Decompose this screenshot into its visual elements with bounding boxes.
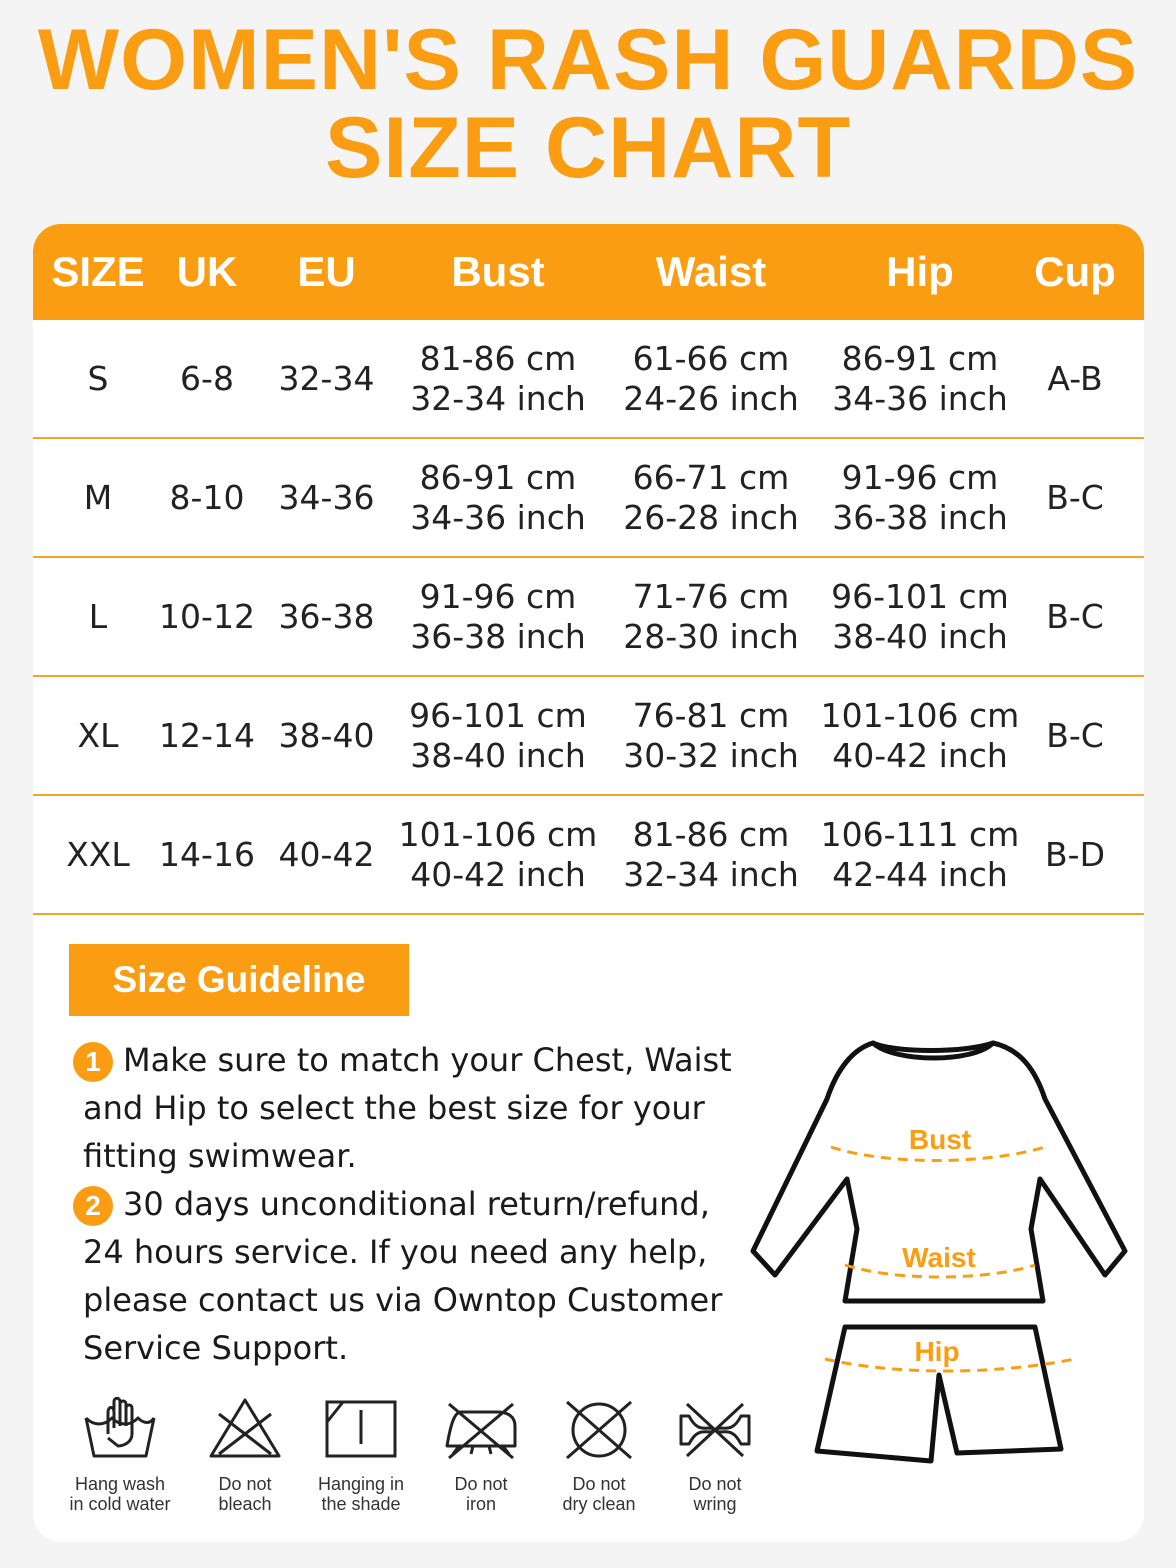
guideline-line: please contact us via Owntop Customer	[83, 1281, 723, 1319]
hip-cell: 96-101 cm 38-40 inch	[831, 576, 1009, 656]
size-cell: XL	[77, 715, 119, 755]
waist-cell: 81-86 cm 32-34 inch	[623, 814, 799, 894]
uk-cell: 10-12	[159, 596, 255, 636]
cup-cell: B-C	[1046, 715, 1104, 755]
waist-cell: 61-66 cm 24-26 inch	[623, 338, 799, 418]
bust-cell: 101-106 cm 40-42 inch	[398, 814, 598, 894]
care-item-dry-in-shade	[311, 1394, 411, 1514]
bust-cell: 96-101 cm 38-40 inch	[409, 695, 587, 775]
no-iron-icon	[441, 1394, 521, 1464]
care-label: Do not iron	[454, 1474, 508, 1514]
size-chart-card	[33, 224, 1144, 1542]
guideline-line: fitting swimwear.	[83, 1137, 357, 1175]
no-bleach-icon	[205, 1394, 285, 1464]
cup-cell: B-C	[1046, 477, 1104, 517]
header-bust: Bust	[451, 248, 545, 295]
care-item-no-bleach	[195, 1394, 295, 1514]
hip-label: Hip	[914, 1336, 960, 1367]
header-hip: Hip	[886, 248, 954, 295]
eu-cell: 38-40	[278, 715, 375, 755]
number-badge: 1	[73, 1042, 113, 1082]
size-cell: L	[88, 596, 108, 636]
hip-cell: 101-106 cm 40-42 inch	[820, 695, 1020, 775]
care-item-no-dry-clean	[549, 1394, 649, 1514]
care-label: Do not wring	[688, 1474, 742, 1514]
care-label: Do not bleach	[218, 1474, 272, 1514]
uk-cell: 6-8	[180, 358, 234, 398]
size-cell: S	[87, 358, 109, 398]
dry-in-shade-icon	[321, 1394, 401, 1464]
bust-cell: 81-86 cm 32-34 inch	[410, 338, 586, 418]
table-row	[33, 796, 1144, 915]
rash-guard-figure	[745, 1029, 1135, 1469]
cup-cell: A-B	[1047, 358, 1103, 398]
care-label: Do not dry clean	[562, 1474, 636, 1514]
guideline-item-2	[83, 1180, 763, 1372]
eu-cell: 32-34	[278, 358, 375, 398]
no-dry-clean-icon	[559, 1394, 639, 1464]
header-waist: Waist	[655, 248, 767, 295]
care-label: Hang wash in cold water	[69, 1474, 171, 1514]
table-row	[33, 677, 1144, 796]
table-header	[33, 224, 1144, 320]
care-item-no-wring	[665, 1394, 765, 1514]
uk-cell: 14-16	[159, 834, 255, 874]
number-badge: 2	[73, 1186, 113, 1226]
uk-cell: 8-10	[169, 477, 245, 517]
table-row	[33, 320, 1144, 439]
guideline-line: 24 hours service. If you need any help,	[83, 1233, 708, 1271]
care-item-no-iron	[431, 1394, 531, 1514]
guideline-line: Service Support.	[83, 1329, 349, 1367]
cup-cell: B-C	[1046, 596, 1104, 636]
waist-label: Waist	[902, 1242, 976, 1273]
eu-cell: 36-38	[278, 596, 375, 636]
cup-cell: B-D	[1045, 834, 1105, 874]
page-title-line-1: WOMEN'S RASH GUARDS	[37, 12, 1139, 108]
header-eu: EU	[297, 248, 356, 295]
guideline-line: and Hip to select the best size for your	[83, 1089, 705, 1127]
header-uk: UK	[176, 248, 238, 295]
no-wring-icon	[675, 1394, 755, 1464]
table-row	[33, 558, 1144, 677]
care-label: Hanging in the shade	[317, 1474, 405, 1514]
uk-cell: 12-14	[159, 715, 255, 755]
eu-cell: 40-42	[278, 834, 375, 874]
page-title-line-2: SIZE CHART	[325, 100, 851, 196]
table-row	[33, 439, 1144, 558]
size-guideline-label: Size Guideline	[69, 944, 409, 1016]
guideline-line: 1 Make sure to match your Chest, Waist	[83, 1036, 763, 1084]
header-cup: Cup	[1034, 248, 1116, 295]
care-item-hand-wash	[55, 1394, 185, 1514]
hip-cell: 86-91 cm 34-36 inch	[832, 338, 1008, 418]
size-cell: M	[83, 477, 113, 517]
bust-cell: 86-91 cm 34-36 inch	[410, 457, 586, 537]
bust-cell: 91-96 cm 36-38 inch	[410, 576, 586, 656]
hip-cell: 106-111 cm 42-44 inch	[820, 814, 1020, 894]
guideline-line: 2 30 days unconditional return/refund,	[83, 1180, 763, 1228]
waist-cell: 66-71 cm 26-28 inch	[623, 457, 799, 537]
waist-cell: 76-81 cm 30-32 inch	[623, 695, 799, 775]
size-cell: XXL	[66, 834, 130, 874]
header-size: SIZE	[51, 248, 145, 295]
waist-cell: 71-76 cm 28-30 inch	[623, 576, 799, 656]
hip-cell: 91-96 cm 36-38 inch	[832, 457, 1008, 537]
hand-wash-icon	[80, 1394, 160, 1464]
eu-cell: 34-36	[278, 477, 375, 517]
bust-label: Bust	[908, 1124, 972, 1155]
guideline-item-1	[83, 1036, 763, 1180]
